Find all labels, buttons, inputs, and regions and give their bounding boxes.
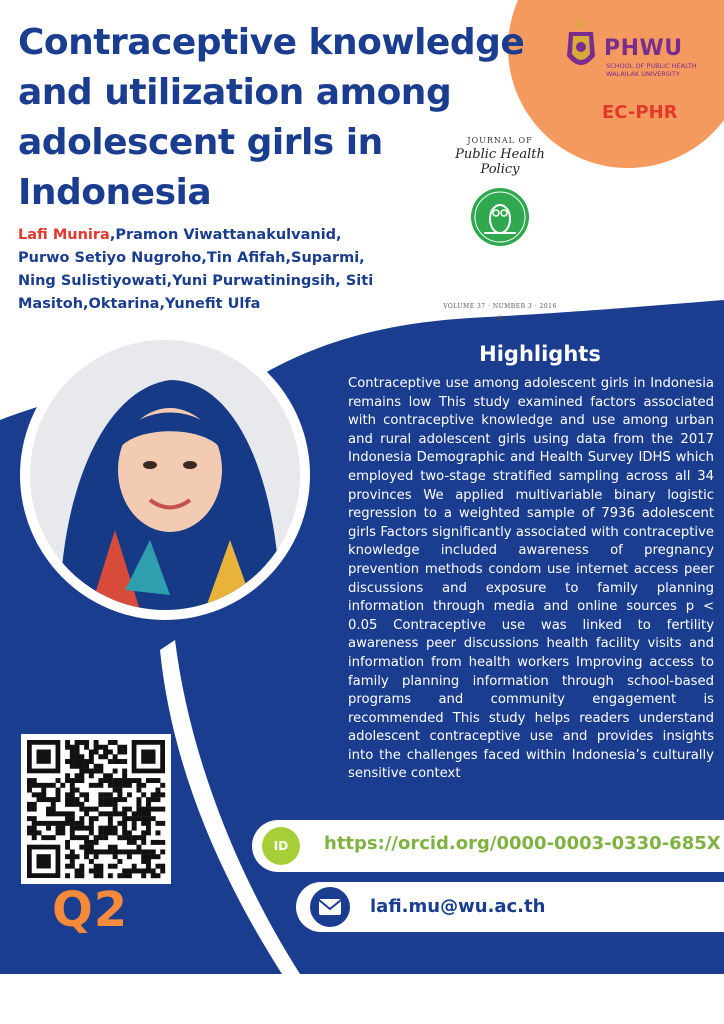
author-list (18, 224, 378, 316)
journal-ornament: ☀ (495, 314, 505, 325)
qr-code[interactable] (21, 734, 171, 884)
journal-name: Public Health Policy (455, 147, 545, 177)
first-author: Lafi Munira (18, 227, 110, 243)
institution-school: SCHOOL OF PUBLIC HEALTH (606, 62, 697, 70)
email-link[interactable]: lafi.mu@wu.ac.th (370, 896, 546, 917)
institution-university: WALAILAK UNIVERSITY (606, 70, 680, 78)
author-photo (30, 340, 300, 610)
qr-code-icon (21, 734, 171, 884)
journal-of-label: JOURNAL OF (467, 136, 533, 145)
journal-cover (440, 136, 560, 325)
co-authors: ,Pramon Viwattanakulvanid, Purwo Setiyo Nugroho,Tin Afifah,Suparmi, Ning Sulistiyowati,Yuni Purwatiningsih, Siti Masitoh,Oktarina,Yunefit Ulfa (18, 227, 374, 312)
envelope-icon (310, 887, 350, 927)
institution-abbr: PHWU (604, 36, 683, 61)
quartile-badge: Q2 (52, 882, 129, 938)
highlights-text: Contraceptive use among adolescent girls in Indonesia remains low This study examined factors associated with contraceptive knowledge and use among urban and rural adolescent girls using data from the 2017 Indonesia Demographic and Health Survey IDHS which employed two-stage stratified sampling across all 34 provinces We applied multivariable binary logistic regression to a weighted sample of 7936 adolescent girls Factors significantly associated with contraceptive knowledge included awareness of pregnancy prevention methods condom use internet access peer discussions and exposure to family planning information through media and online sources p < 0.05 Contraceptive use was linked to fertility awareness peer discussions health facility visits and information from health workers Improving access to family planning information through school-based programs and community engagement is recommended This study helps readers understand adolescent contraceptive use and provides insights into the challenges faced within Indonesia’s culturally sensitive context (348, 376, 714, 782)
orcid-link[interactable]: https://orcid.org/0000-0003-0330-685X (324, 833, 721, 854)
owl-emblem-icon (470, 187, 530, 247)
highlights-heading: Highlights (479, 342, 601, 366)
author-portrait-illustration (30, 340, 300, 610)
university-seal-icon (561, 16, 601, 76)
poster-title: Contraceptive knowledge and utilization among adolescent girls in Indonesia (18, 22, 525, 213)
orcid-icon: ID (262, 827, 300, 865)
ec-phr-logo: EC-PHR (602, 102, 678, 123)
journal-volume: VOLUME 37 · NUMBER 3 · 2016 (443, 303, 557, 310)
